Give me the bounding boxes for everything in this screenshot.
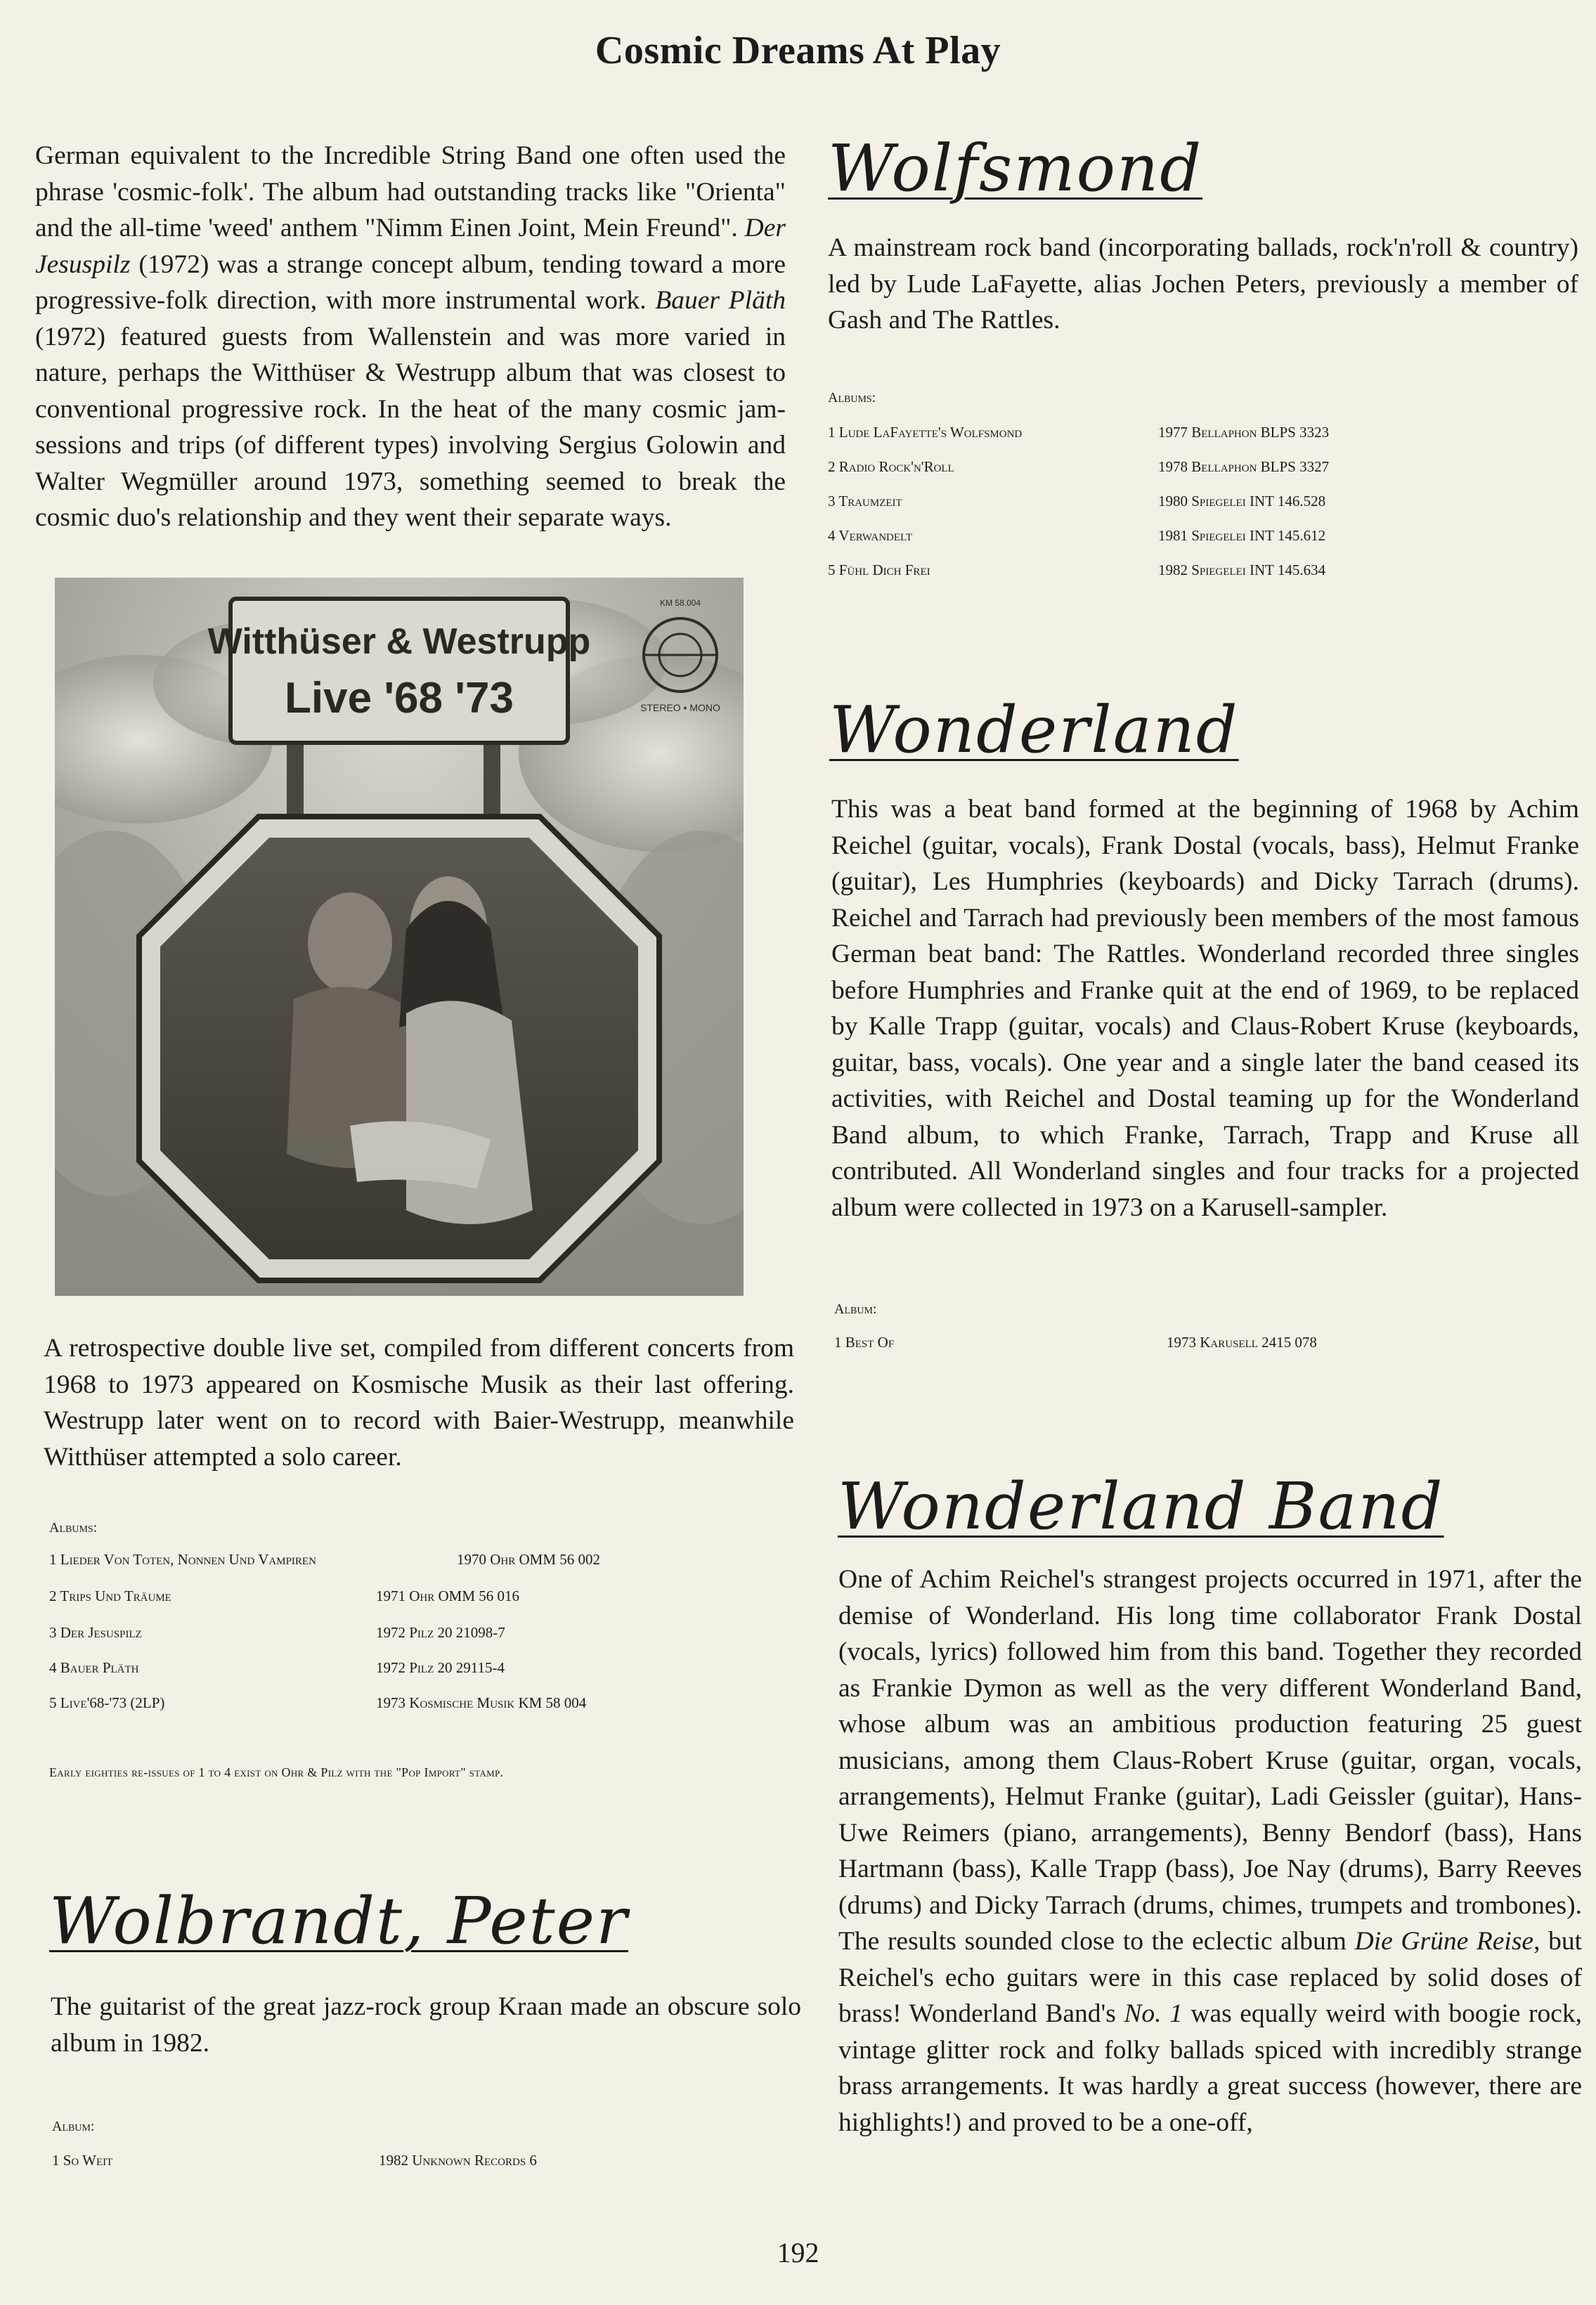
cover-sign <box>208 599 591 743</box>
album-row <box>52 2152 685 2173</box>
album-title: 5 Fühl Dich Frei <box>828 561 930 578</box>
intro-paragraph <box>35 138 786 536</box>
album-title-grune-reise: Die Grüne Reise <box>1354 1927 1534 1956</box>
album-title: 2 Trips Und Träume <box>49 1587 171 1604</box>
album-row <box>828 458 1460 479</box>
album-row <box>49 1624 682 1645</box>
album-title: 5 Live'68-'73 (2LP) <box>49 1694 165 1711</box>
album-catalog: 1977 Bellaphon BLPS 3323 <box>1158 424 1330 441</box>
album-title: 1 Best Of <box>834 1334 895 1351</box>
album-catalog: 1981 Spiegelei INT 145.612 <box>1158 527 1326 544</box>
album-title: 4 Bauer Pläth <box>49 1659 139 1676</box>
band-heading-wolbrandt: Wolbrandt, Peter <box>49 1883 629 1959</box>
album-row <box>828 424 1460 445</box>
album-title: 4 Verwandelt <box>828 527 912 544</box>
wonderland-paragraph: This was a beat band formed at the beginning of 1968 by Achim Reichel (guitar, vocals), Frank Dostal (vocals, bass), Helmut Franke (guitar), Les Humphries (keyboards) and Dicky Tarrach (drums). Reichel and Tarrach had previously been members of the most famous German beat band: The Rattles. Wonderland recorded three singles before Humphries and Franke quit at the end of 1969, to be replaced by Kalle Trapp (guitar, vocals) and Claus-Robert Kruse (keyboards, guitar, bass, vocals). One year and a single later the band ceased its activities, with Reichel and Dostal teaming up for the Wonderland Band album, to which Franke, Tarrach, Trapp and Kruse all contributed. All Wonderland singles and four tracks for a projected album were collected in 1973 on a Karusell-sampler. <box>831 795 1579 1222</box>
albums-label: Albums: <box>828 390 876 405</box>
album-row <box>828 561 1460 583</box>
intro-text-2: (1972) was a strange concept album, tending toward a more progressive-folk direction, with more instrumental work. <box>35 249 786 315</box>
album-catalog: 1973 Kosmische Musik KM 58 004 <box>376 1694 587 1711</box>
wonderland-band-text-2: , but Reichel's echo guitars were in this case replaced by solid doses of brass! Wonderland Band's <box>838 1927 1583 2028</box>
album-catalog: 1971 Ohr OMM 56 016 <box>376 1587 520 1604</box>
album-catalog: 1978 Bellaphon BLPS 3327 <box>1158 458 1330 475</box>
album-title-jesuspilz: Der Jesuspilz <box>35 214 786 279</box>
stereo-text: STEREO • MONO <box>640 702 720 713</box>
album-title-no1: No. 1 <box>1124 1999 1183 2028</box>
wolfsmond-paragraph: A mainstream rock band (incorporating ballads, rock'n'roll & country) led by Lude LaFayette, alias Jochen Peters, previously a member of Gash and The Rattles. <box>828 233 1578 335</box>
album-title: 1 So Weit <box>52 2152 113 2169</box>
wonderland-band-text-1: One of Achim Reichel's strangest projects occurred in 1971, after the demise of Wonderland. His long time collaborator Frank Dostal (vocals, lyrics) followed him from this band. Together they recorded as Frankie Dymon as well as the very different Wonderland Band, whose album was an ambitious production featuring 25 guest musicians, among them Claus-Robert Kruse (guitar, organ, vocals, arrangements), Helmut Franke (guitar), Ladi Geissler (guitar), Hans-Uwe Reimers (piano, arrangements), Benny Bendorf (bass), Hans Hartmann (bass), Kalle Trapp (bass), Joe Nay (drums), Barry Reeves (drums) and Dicky Tarrach (drums, chimes, trumpets and trombones). The results sounded close to the eclectic album <box>838 1565 1582 1956</box>
album-catalog: 1972 Pilz 20 21098-7 <box>376 1624 505 1641</box>
retrospective-paragraph: A retrospective double live set, compiled from different concerts from 1968 to 1973 appeared on Kosmische Musik as their last offering. Westrupp later went on to record with Baier-Westrupp, meanwhile Witthüser attempted a solo career. <box>44 1334 794 1472</box>
album-title: 3 Der Jesuspilz <box>49 1624 142 1641</box>
album-title: 1 Lieder Von Toten, Nonnen Und Vampiren <box>49 1551 316 1568</box>
album-row <box>49 1551 682 1572</box>
page-number: 192 <box>777 2237 819 2268</box>
cover-sign-line2: Live '68 '73 <box>285 674 514 722</box>
page-title: Cosmic Dreams At Play <box>595 29 1001 72</box>
album-label: Album: <box>834 1301 877 1317</box>
album-title: 2 Radio Rock'n'Roll <box>828 458 954 475</box>
album-catalog: 1980 Spiegelei INT 146.528 <box>1158 493 1326 509</box>
intro-text-1: German equivalent to the Incredible String Band one often used the phrase 'cosmic-folk'. The album had outstanding tracks like "Orienta" and the all-time 'weed' anthem "Nimm Einen Joint, Mein Freund". <box>35 141 786 242</box>
album-title-bauer-plath: Bauer Pläth <box>655 286 786 315</box>
band-heading-wolfsmond: Wolfsmond <box>828 131 1203 206</box>
cover-sign-line1: Witthüser & Westrupp <box>207 621 591 662</box>
band-heading-wonderland-band: Wonderland Band <box>838 1469 1444 1544</box>
album-row <box>49 1694 682 1715</box>
wonderland-band-paragraph <box>838 1561 1582 2141</box>
album-cover-image <box>55 578 744 1296</box>
album-catalog: 1970 Ohr OMM 56 002 <box>457 1551 601 1568</box>
album-catalog: 1973 Karusell 2415 078 <box>1167 1334 1317 1351</box>
intro-text-3: (1972) featured guests from Wallenstein and was more varied in nature, perhaps the Witthüser & Westrupp album that was closest to conventional progressive rock. In the heat of the many cosmic jam-sessions and trips (of different types) involving Sergius Golowin and Walter Wegmüller around 1973, something seemed to break the cosmic duo's relationship and they went their separate ways. <box>35 322 786 532</box>
cover-catalog-text: KM 58.004 <box>659 598 701 608</box>
album-catalog: 1972 Pilz 20 29115-4 <box>376 1659 505 1676</box>
reissue-note: Early eighties re-issues of 1 to 4 exist on Ohr & Pilz with the "Pop Import" stamp. <box>49 1765 504 1779</box>
album-row <box>49 1587 682 1609</box>
album-row <box>49 1659 682 1680</box>
wonderland-band-text-3: was equally weird with boogie rock, vintage glitter rock and folky ballads spiced with incredibly strange brass arrangements. It was hardly a great success (however, there are highlights!) and proved to be a one-off, <box>838 1999 1582 2137</box>
wolbrandt-paragraph: The guitarist of the great jazz-rock group Kraan made an obscure solo album in 1982. <box>51 1992 801 2058</box>
album-title: 3 Traumzeit <box>828 493 902 509</box>
album-row <box>828 493 1460 514</box>
album-label: Album: <box>52 2119 95 2134</box>
albums-label: Albums: <box>49 1520 98 1535</box>
album-catalog: 1982 Unknown Records 6 <box>379 2152 537 2169</box>
album-row <box>828 527 1460 548</box>
album-title: 1 Lude LaFayette's Wolfsmond <box>828 424 1023 441</box>
band-heading-wonderland: Wonderland <box>829 692 1239 767</box>
album-row <box>834 1334 1467 1355</box>
album-catalog: 1982 Spiegelei INT 145.634 <box>1158 561 1326 578</box>
